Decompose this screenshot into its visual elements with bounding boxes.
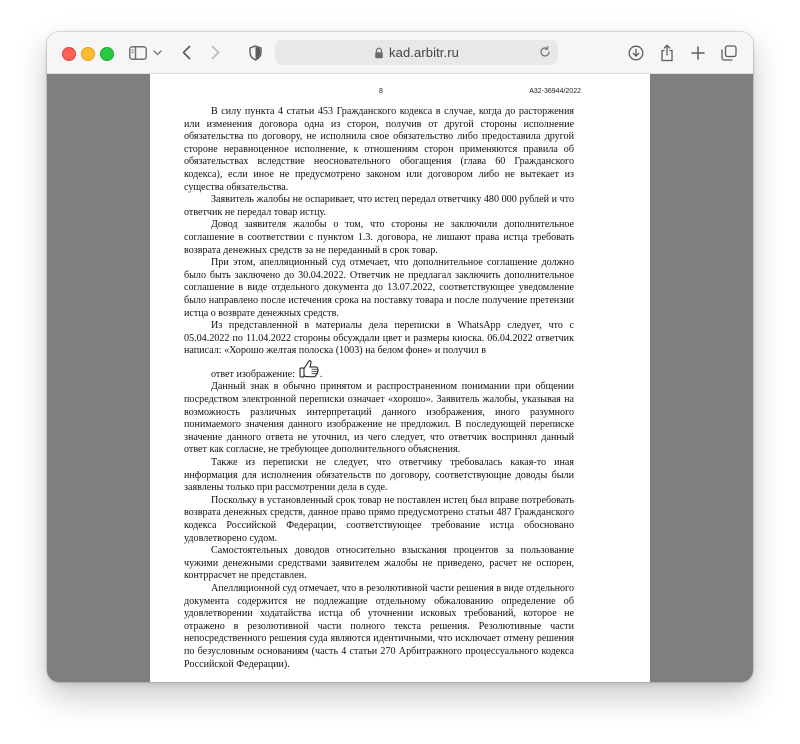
shield-icon: [249, 45, 262, 61]
close-window-button[interactable]: [62, 47, 76, 61]
address-display: [275, 40, 558, 65]
image-line-end: .: [319, 368, 323, 380]
reload-button[interactable]: [538, 45, 552, 59]
back-button[interactable]: [178, 32, 194, 73]
download-icon: [628, 45, 644, 61]
plus-icon: [691, 46, 705, 60]
image-line-text: ответ изображение:: [211, 368, 295, 380]
browser-window: [47, 32, 753, 682]
paragraph: В силу пункта 4 статьи 453 Гражданского кодекса в случае, когда до расторжения или изменения договора одна из сторон, получив от другой стороны исполнение обязательства по договору, не исполнила свое обязательство либо предоставила другой стороне неравноценное исполнение, к отношениям сторон применяются правила об обязательствах вследствие неосновательного обогащения (глава 60 Гражданского кодекса), если иное не предусмотрено законом или договором либо не вытекает из существа обязательства.: [184, 106, 574, 193]
privacy-report-button[interactable]: [246, 32, 264, 73]
pdf-viewer[interactable]: [47, 74, 753, 682]
case-number: А32-36944/2022: [529, 88, 581, 95]
reload-icon: [538, 45, 552, 59]
browser-toolbar: [47, 32, 753, 74]
share-icon: [660, 44, 674, 62]
address-bar[interactable]: [275, 40, 558, 65]
chevron-down-icon: [153, 50, 162, 56]
lock-icon: [374, 47, 384, 59]
image-line: [184, 358, 574, 382]
share-button[interactable]: [658, 32, 676, 73]
sidebar-menu-button[interactable]: [150, 32, 164, 73]
page-header: [150, 88, 650, 100]
forward-button[interactable]: [207, 32, 223, 73]
downloads-button[interactable]: [627, 32, 645, 73]
tabs-icon: [721, 45, 737, 61]
paragraph: Также из переписки не следует, что ответчику требовалась какая-то иная информация для исполнения обязательств по договору, соответствующие доводы были заявлены только при рассмотрении дела в суде.: [184, 457, 574, 494]
zoom-window-button[interactable]: [100, 47, 114, 61]
thumbs-up-icon: [298, 358, 320, 380]
sidebar-icon: [129, 46, 147, 60]
paragraph: Самостоятельных доводов относительно взыскания процентов за пользование чужими денежными средствами заявителем жалобы не приведено, расчет не оспорен, контррасчет не представлен.: [184, 545, 574, 582]
paragraph: При этом, апелляционный суд отмечает, что дополнительное соглашение должно было быть заключено до 30.04.2022. Ответчик не предлагал заключить дополнительное соглашение в виде отдельного документа до 13.07.2022, соответствующее уведомление было направлено после истечения срока на поставку товара и после получение претензии истца о возврате денежных средств.: [184, 257, 574, 319]
chevron-right-icon: [211, 45, 220, 60]
paragraph: Довод заявителя жалобы о том, что стороны не заключили дополнительное соглашение в соответствии с пунктом 1.3. договора, не лишают права истца требовать возврата денежных средств за не переданный в срок товар.: [184, 219, 574, 256]
document-page: [150, 74, 650, 682]
tab-overview-button[interactable]: [720, 32, 738, 73]
chevron-left-icon: [182, 45, 191, 60]
document-body: [184, 106, 574, 671]
new-tab-button[interactable]: [689, 32, 707, 73]
minimize-window-button[interactable]: [81, 47, 95, 61]
paragraph: Заявитель жалобы не оспаривает, что истец передал ответчику 480 000 рублей и что ответчик не передал товар истцу.: [184, 194, 574, 218]
sidebar-toggle-button[interactable]: [127, 32, 149, 73]
url-text: kad.arbitr.ru: [389, 45, 459, 60]
page-number: 8: [379, 88, 383, 95]
paragraph: Из представленной в материалы дела переписки в WhatsApp следует, что с 05.04.2022 по 11.04.2022 стороны обсуждали цвет и размеры киоска. 06.04.2022 ответчик написал: «Хорошо желтая полоска (1003) на белом фоне» и получил в: [184, 320, 574, 357]
paragraph: Данный знак в обычно принятом и распространенном понимании при общении посредством электронной переписки означает «хорошо». Заявитель жалобы, указывая на возможность различных интерпретаций данного изображения, иного разумного понимаемого значения данного изображение не предложил. В последующей переписке значение данного ответа не уточнил, из чего следует, что ответчик воспринял данный ответ как согласие, не требующее дополнительного объяснения.: [184, 381, 574, 456]
paragraph: Поскольку в установленный срок товар не поставлен истец был вправе потребовать возврата денежных средств, данное право прямо предусмотрено статьи 487 Гражданского кодекса Российской Федерации, соответствующее требование истца обосновано удовлетворено судом.: [184, 494, 574, 544]
paragraph: Апелляционной суд отмечает, что в резолютивной части решения в виде отдельного документа содержится не подлежащие отдельному обжалованию определение об удовлетворении ходатайства истца об уточнении исковых требований, которое не отражено в резолютивной части полного текста решения. Резолютивные части непосредственного решения суда являются идентичными, что исключает отмену решения по безусловным основаниям (часть 4 статьи 270 Арбитражного процессуального кодекса Российской Федерации).: [184, 582, 574, 670]
